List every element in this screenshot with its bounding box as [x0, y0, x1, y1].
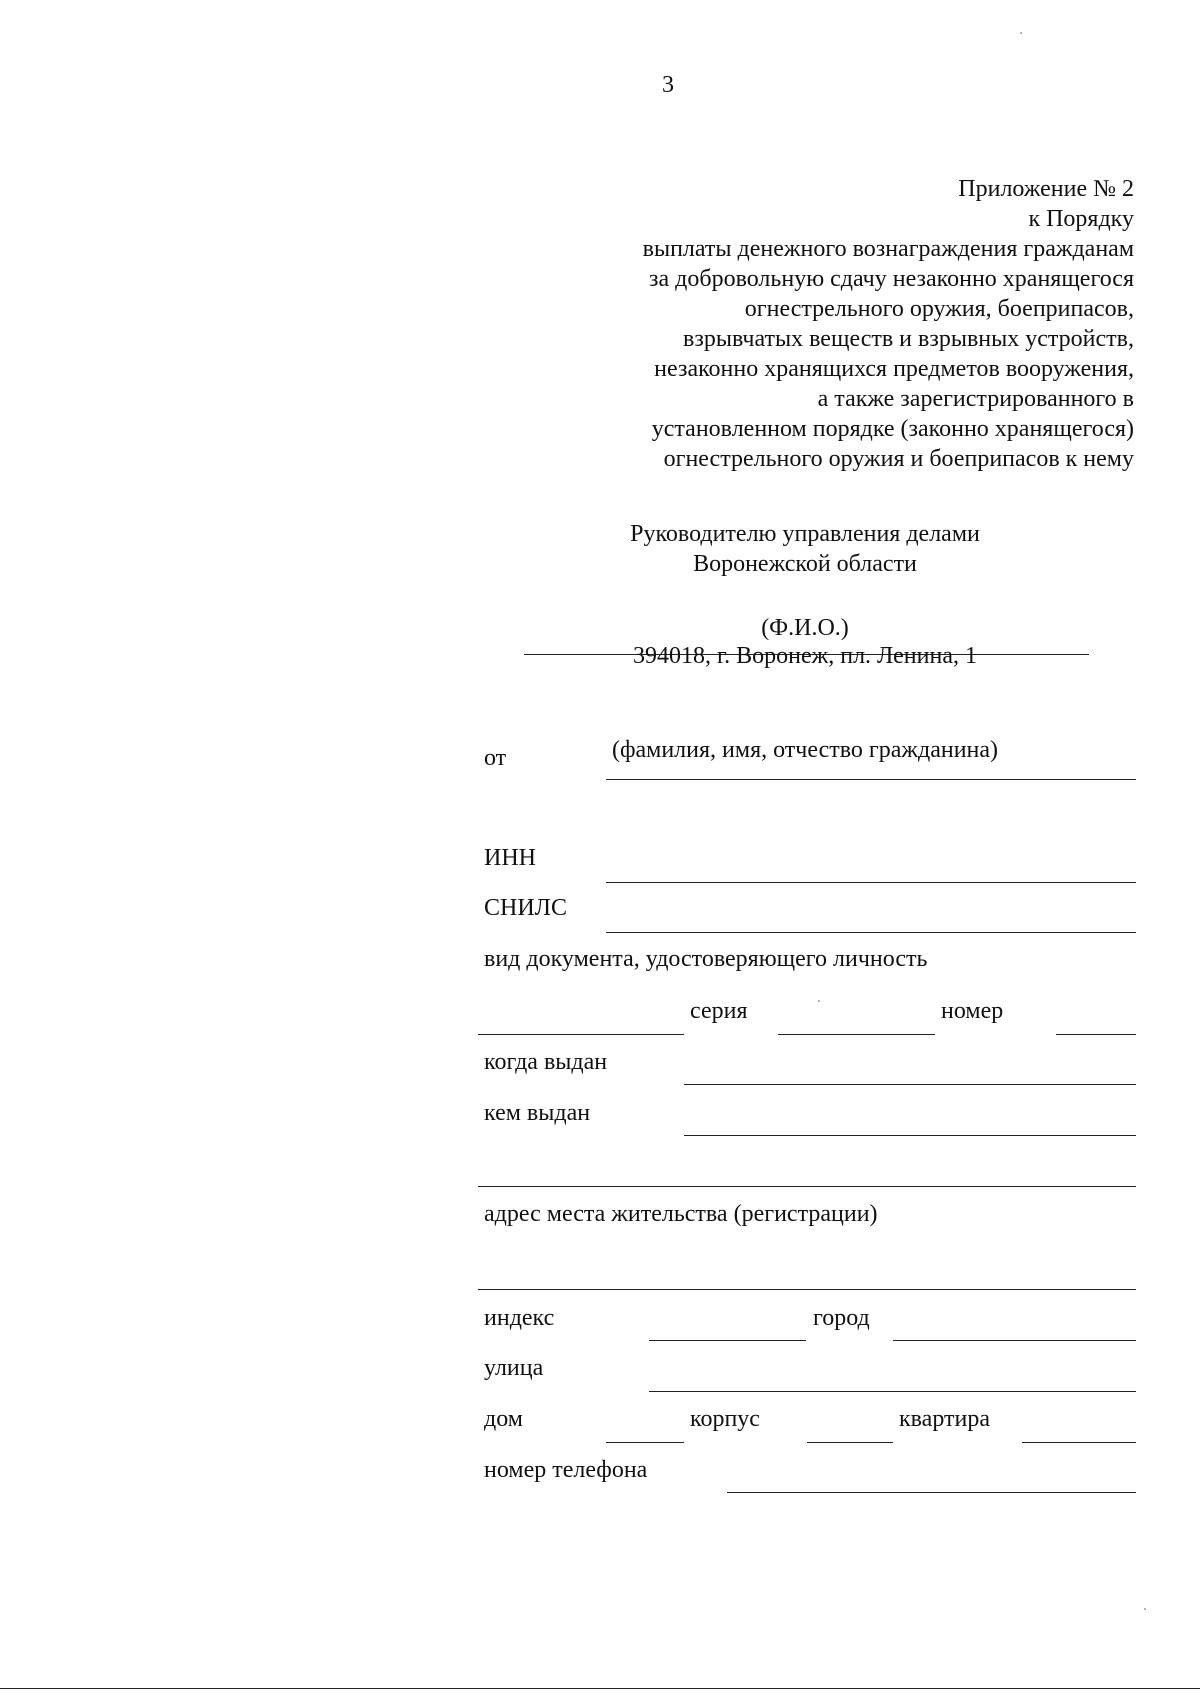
- index-label: индекс: [484, 1305, 555, 1331]
- from-label: от: [484, 745, 507, 771]
- citizen-name-field[interactable]: [606, 779, 1136, 780]
- page-number: 3: [662, 72, 674, 98]
- scan-speck: [1020, 32, 1022, 34]
- appendix-line: огнестрельного оружия и боеприпасов к нему: [663, 446, 1134, 472]
- snils-field[interactable]: [606, 932, 1136, 933]
- appendix-line: к Порядку: [1028, 206, 1134, 232]
- issued-by-field-continued[interactable]: [478, 1186, 1136, 1187]
- street-field[interactable]: [649, 1391, 1136, 1392]
- appendix-line: а также зарегистрированного в: [817, 386, 1134, 412]
- citizen-name-caption: (фамилия, имя, отчество гражданина): [611, 737, 999, 763]
- appendix-line: незаконно хранящихся предметов вооружения,: [654, 356, 1134, 382]
- apartment-field[interactable]: [1022, 1442, 1136, 1443]
- phone-label: номер телефона: [484, 1457, 648, 1483]
- org-address: 394018, г. Воронеж, пл. Ленина, 1: [633, 643, 977, 669]
- appendix-line: выплаты денежного вознаграждения гражданам: [642, 236, 1134, 262]
- inn-label: ИНН: [484, 845, 536, 871]
- issued-when-field[interactable]: [684, 1084, 1136, 1085]
- issued-by-label: кем выдан: [484, 1100, 591, 1126]
- city-label: город: [813, 1305, 870, 1331]
- appendix-header: [643, 174, 1134, 474]
- phone-field[interactable]: [727, 1492, 1136, 1493]
- appendix-line: установленном порядке (законно хранящегося): [651, 416, 1134, 442]
- building-label: корпус: [690, 1406, 760, 1432]
- street-label: улица: [484, 1355, 544, 1381]
- house-label: дом: [484, 1406, 523, 1432]
- scan-speck: [818, 1000, 820, 1002]
- series-label: серия: [690, 998, 748, 1024]
- house-field[interactable]: [606, 1442, 684, 1443]
- building-field[interactable]: [807, 1442, 893, 1443]
- appendix-line: Приложение № 2: [958, 176, 1134, 202]
- id-document-type-field[interactable]: [478, 1034, 684, 1035]
- addressee-line: Руководителю управления делами: [630, 521, 980, 547]
- city-field[interactable]: [893, 1340, 1136, 1341]
- number-field[interactable]: [1056, 1034, 1136, 1035]
- id-document-label: вид документа, удостоверяющего личность: [484, 946, 928, 972]
- number-label: номер: [941, 998, 1004, 1024]
- inn-field[interactable]: [606, 882, 1136, 883]
- addressee-line: Воронежской области: [693, 551, 917, 577]
- appendix-line: за добровольную сдачу незаконно хранящегося: [649, 266, 1134, 292]
- index-field[interactable]: [649, 1340, 806, 1341]
- scan-bottom-edge: [0, 1688, 1200, 1689]
- address-label: адрес места жительства (регистрации): [484, 1201, 878, 1227]
- address-field[interactable]: [478, 1289, 1136, 1290]
- addressee-block: [560, 519, 1050, 579]
- snils-label: СНИЛС: [484, 895, 567, 921]
- scan-speck: [1144, 1608, 1146, 1610]
- issued-when-label: когда выдан: [484, 1049, 608, 1075]
- series-field[interactable]: [778, 1034, 935, 1035]
- issued-by-field[interactable]: [684, 1135, 1136, 1136]
- fio-caption: (Ф.И.О.): [761, 615, 849, 641]
- apartment-label: квартира: [899, 1406, 990, 1432]
- appendix-line: огнестрельного оружия, боеприпасов,: [744, 296, 1134, 322]
- appendix-line: взрывчатых веществ и взрывных устройств,: [683, 326, 1134, 352]
